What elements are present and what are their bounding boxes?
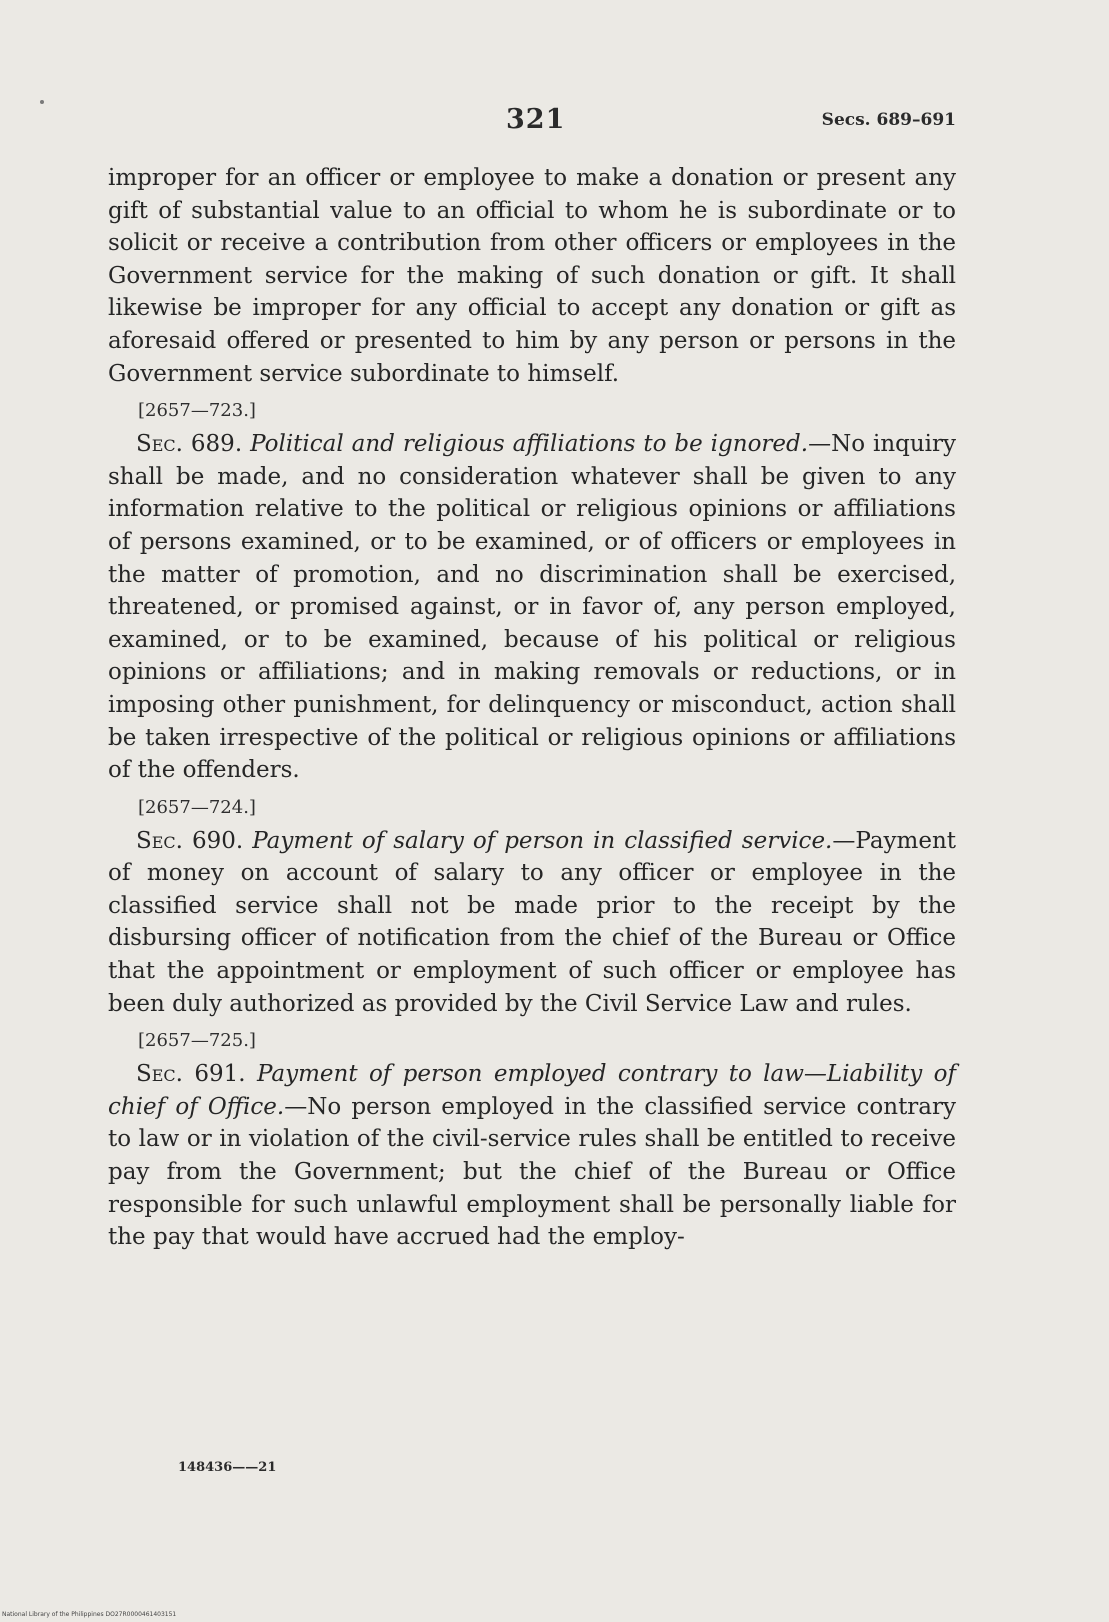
scan-speck bbox=[40, 100, 44, 104]
continuation-paragraph: improper for an officer or employee to make a donation or present any gift of substantial value to an official to whom he is subordinate or to solicit or receive a contribution from other officers or employees in the Government service for the making of such donation or gift. It shall likewise be improper for any official to accept any donation or gift as aforesaid offered or presented to him by any person or persons in the Government service subordinate to himself. bbox=[108, 165, 956, 387]
section-689-heading: Political and religious affiliations to be ignored. bbox=[250, 431, 809, 458]
section-690 bbox=[108, 825, 956, 1021]
section-691-text: —No person employed in the classified service contrary to law or in violation of the civil-service rules shall be entitled to receive pay from the Government; but the chief of the Bureau or Office responsible for such unlawful employment shall be personally liable for the pay that would have accrued had the employ- bbox=[108, 1093, 957, 1251]
signature-mark: 148436——21 bbox=[178, 1460, 277, 1475]
running-head bbox=[108, 104, 956, 144]
citation-723: [2657—723.] bbox=[138, 400, 256, 422]
section-689-label: Sec. 689. bbox=[136, 431, 243, 458]
section-690-heading: Payment of salary of person in classified service. bbox=[252, 827, 833, 854]
page-number: 321 bbox=[506, 104, 566, 135]
section-690-text: —Payment of money on account of salary to any officer or employee in the classified service shall not be made prior to the receipt by the disbursing officer of notification from the chief of the Bureau or Office that the appointment or employment of such officer or employee has been duly authorized as provided by the Civil Service Law and rules. bbox=[108, 827, 956, 1017]
section-690-label: Sec. 690. bbox=[136, 827, 244, 854]
section-range: Secs. 689–691 bbox=[821, 110, 956, 130]
body-text bbox=[108, 162, 956, 1254]
scan-footer: National Library of the Philippines DO27R0000461403151 bbox=[2, 1611, 177, 1618]
section-691-heading: Payment of person employed contrary to law—Liability of chief of Office. bbox=[108, 1061, 957, 1120]
section-689 bbox=[108, 428, 956, 787]
citation-724: [2657—724.] bbox=[138, 796, 256, 818]
section-689-text: —No inquiry shall be made, and no consideration whatever shall be given to any information relative to the political or religious opinions or affiliations of persons examined, or to be examined, or of officers or employees in the matter of promotion, and no discrimination shall be exercised, threatened, or promised against, or in favor of, any person employed, examined, or to be examined, because of his political or religious opinions or affiliations; and in making removals or reductions, or in imposing other punishment, for delinquency or misconduct, action shall be taken irrespective of the political or religious opinions or affiliations of the offenders. bbox=[108, 431, 957, 784]
section-691-label: Sec. 691. bbox=[136, 1061, 246, 1088]
section-691 bbox=[108, 1058, 956, 1254]
citation-725: [2657—725.] bbox=[138, 1030, 256, 1052]
